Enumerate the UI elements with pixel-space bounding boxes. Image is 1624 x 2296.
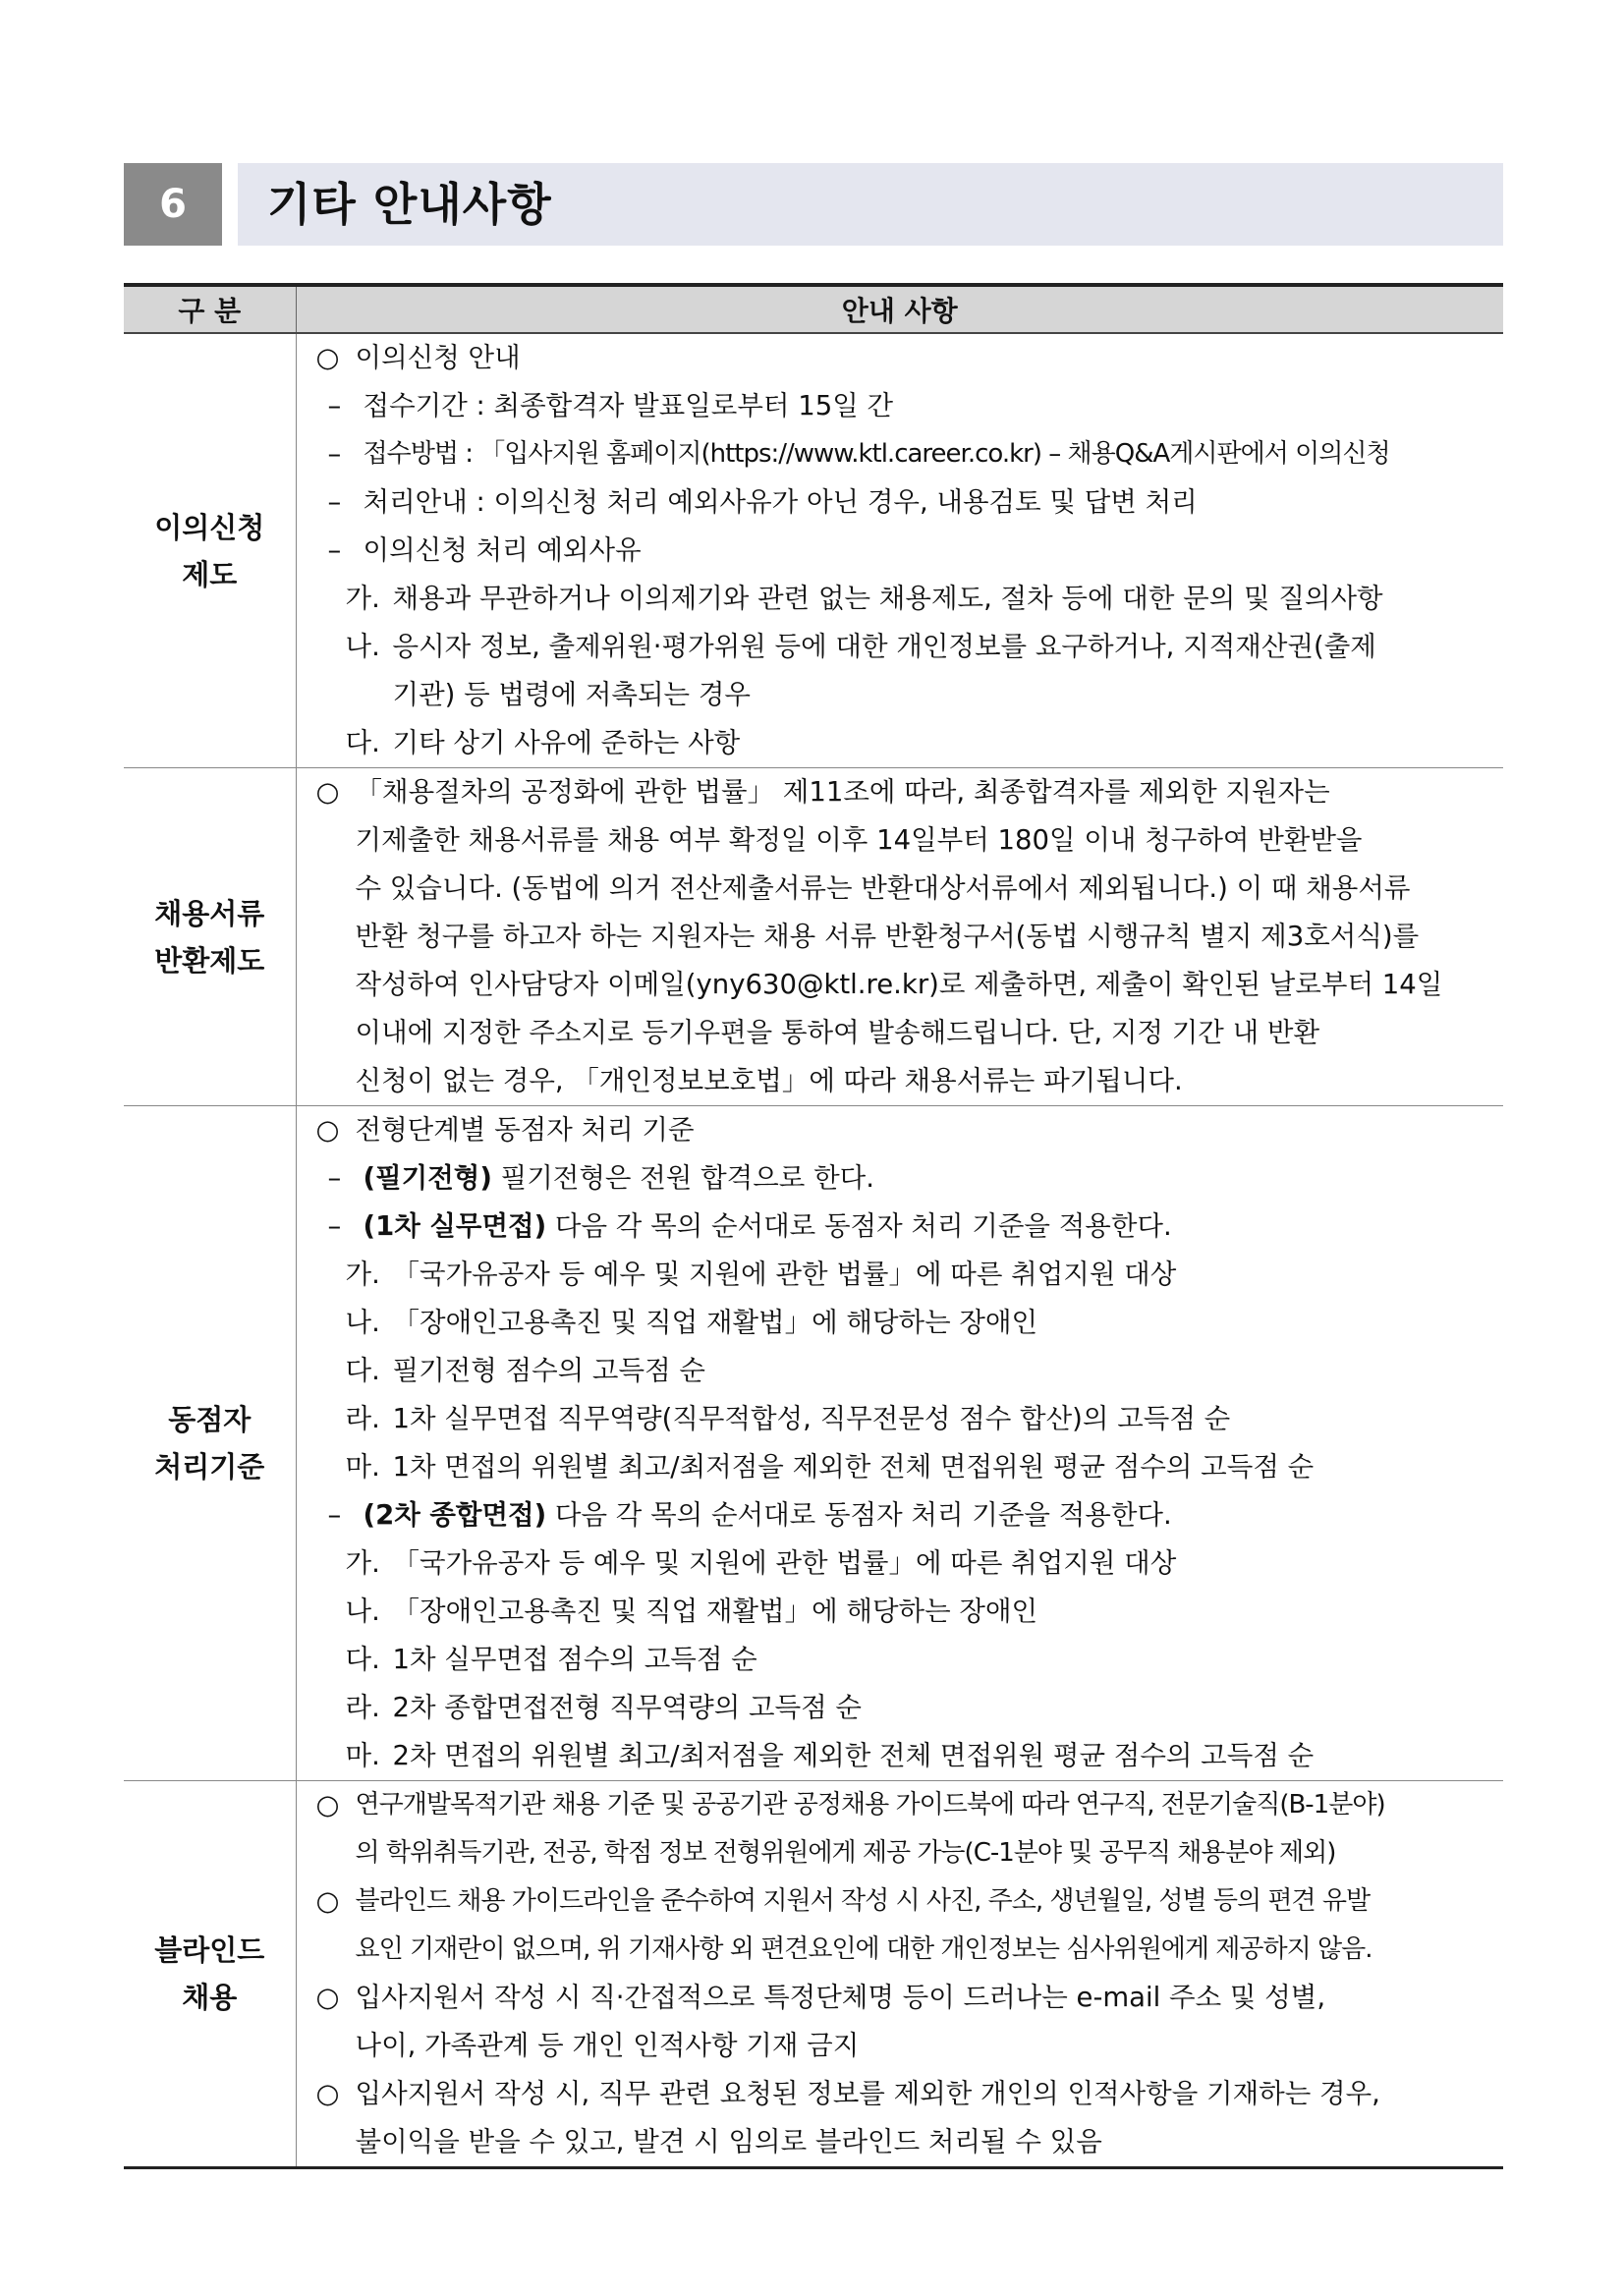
list-item: 나. 「장애인고용촉진 및 직업 재활법」에 해당하는 장애인 bbox=[345, 1307, 1038, 1338]
list-item: – (2차 종합면접) 다음 각 목의 순서대로 동점자 처리 기준을 적용한다. bbox=[327, 1499, 1172, 1531]
list-item: 라. 1차 실무면접 직무역량(직무적합성, 직무전문성 점수 합산)의 고득점 순 bbox=[345, 1403, 1231, 1434]
list-item: 나이, 가족관계 등 개인 인적사항 기재 금지 bbox=[355, 2030, 860, 2061]
list-item: ○ 입사지원서 작성 시, 직무 관련 요청된 정보를 제외한 개인의 인적사항을 기재하는 경우, bbox=[315, 2078, 1380, 2109]
list-item: – 접수방법 : 「입사지원 홈페이지(https://www.ktl.career.co.kr) – 채용Q&A게시판에서 이의신청 bbox=[327, 438, 1390, 470]
section-header bbox=[124, 163, 1503, 246]
row-category: 채용서류 반환제도 bbox=[124, 768, 296, 1106]
list-item: 이내에 지정한 주소지로 등기우편을 통하여 발송해드립니다. 단, 지정 기간 내 반환 bbox=[355, 1017, 1320, 1048]
list-item: 수 있습니다. (동법에 의거 전산제출서류는 반환대상서류에서 제외됩니다.) 이 때 채용서류 bbox=[355, 872, 1411, 904]
list-item: ○ 이의신청 안내 bbox=[315, 342, 521, 373]
list-item: 신청이 없는 경우, 「개인정보보호법」에 따라 채용서류는 파기됩니다. bbox=[355, 1065, 1183, 1096]
list-item: ○ 연구개발목적기관 채용 기준 및 공공기관 공정채용 가이드북에 따라 연구직, 전문기술직(B-1분야) bbox=[315, 1789, 1385, 1820]
list-item: 의 학위취득기관, 전공, 학점 정보 전형위원에게 제공 가능(C-1분야 및 공무직 채용분야 제외) bbox=[355, 1838, 1336, 1868]
list-item: 가. 채용과 무관하거나 이의제기와 관련 없는 채용제도, 절차 등에 대한 문의 및 질의사항 bbox=[345, 583, 1383, 614]
header-content: 안내 사항 bbox=[296, 285, 1503, 333]
table-row bbox=[124, 768, 1503, 1106]
list-item: ○ 입사지원서 작성 시 직·간접적으로 특정단체명 등이 드러나는 e-mail 주소 및 성별, bbox=[315, 1982, 1326, 2013]
list-item: 다. 1차 실무면접 점수의 고득점 순 bbox=[345, 1644, 757, 1675]
row-content bbox=[296, 333, 1503, 768]
list-item: 가. 「국가유공자 등 예우 및 지원에 관한 법률」에 따른 취업지원 대상 bbox=[345, 1547, 1177, 1579]
row-content bbox=[296, 1106, 1503, 1781]
table-row bbox=[124, 1781, 1503, 2168]
list-item: 다. 기타 상기 사유에 준하는 사항 bbox=[345, 727, 741, 758]
list-item: 나. 응시자 정보, 출제위원·평가위원 등에 대한 개인정보를 요구하거나, 지적재산권(출제 bbox=[345, 631, 1376, 662]
section-number: 6 bbox=[124, 163, 222, 246]
section-title-bar bbox=[238, 163, 1503, 246]
table-header-row bbox=[124, 285, 1503, 333]
list-item: – 처리안내 : 이의신청 처리 예외사유가 아닌 경우, 내용검토 및 답변 처리 bbox=[327, 486, 1198, 518]
list-item: 기관) 등 법령에 저촉되는 경우 bbox=[392, 679, 751, 710]
row-content bbox=[296, 768, 1503, 1106]
list-item: – (1차 실무면접) 다음 각 목의 순서대로 동점자 처리 기준을 적용한다. bbox=[327, 1210, 1172, 1242]
list-item: ○ 전형단계별 동점자 처리 기준 bbox=[315, 1114, 695, 1146]
list-item: 반환 청구를 하고자 하는 지원자는 채용 서류 반환청구서(동법 시행규칙 별지 제3호서식)를 bbox=[355, 921, 1420, 952]
list-item: 요인 기재란이 없으며, 위 기재사항 외 편견요인에 대한 개인정보는 심사위원에게 제공하지 않음. bbox=[355, 1934, 1372, 1964]
list-item: – 이의신청 처리 예외사유 bbox=[327, 534, 642, 566]
table-row bbox=[124, 1106, 1503, 1781]
list-item: 작성하여 인사담당자 이메일(yny630@ktl.re.kr)로 제출하면, 제출이 확인된 날로부터 14일 bbox=[355, 969, 1443, 1000]
row-category: 동점자 처리기준 bbox=[124, 1106, 296, 1781]
list-item: – (필기전형) 필기전형은 전원 합격으로 한다. bbox=[327, 1162, 874, 1194]
section-title: 기타 안내사항 bbox=[267, 178, 552, 231]
list-item: – 접수기간 : 최종합격자 발표일로부터 15일 간 bbox=[327, 390, 894, 421]
list-item: 나. 「장애인고용촉진 및 직업 재활법」에 해당하는 장애인 bbox=[345, 1596, 1038, 1627]
list-item: 마. 2차 면접의 위원별 최고/최저점을 제외한 전체 면접위원 평균 점수의 고득점 순 bbox=[345, 1740, 1315, 1771]
row-category: 블라인드 채용 bbox=[124, 1781, 296, 2168]
list-item: 불이익을 받을 수 있고, 발견 시 임의로 블라인드 처리될 수 있음 bbox=[355, 2126, 1102, 2157]
table-row bbox=[124, 333, 1503, 768]
list-item: ○ 「채용절차의 공정화에 관한 법률」 제11조에 따라, 최종합격자를 제외한 지원자는 bbox=[315, 776, 1330, 808]
list-item: 마. 1차 면접의 위원별 최고/최저점을 제외한 전체 면접위원 평균 점수의 고득점 순 bbox=[345, 1451, 1315, 1483]
info-table bbox=[124, 283, 1503, 2169]
list-item: 다. 필기전형 점수의 고득점 순 bbox=[345, 1355, 705, 1386]
list-item: ○ 블라인드 채용 가이드라인을 준수하여 지원서 작성 시 사진, 주소, 생년월일, 성별 등의 편견 유발 bbox=[315, 1885, 1371, 1917]
row-content bbox=[296, 1781, 1503, 2168]
list-item: 가. 「국가유공자 등 예우 및 지원에 관한 법률」에 따른 취업지원 대상 bbox=[345, 1259, 1177, 1290]
header-category: 구 분 bbox=[124, 285, 296, 333]
list-item: 기제출한 채용서류를 채용 여부 확정일 이후 14일부터 180일 이내 청구하여 반환받을 bbox=[355, 824, 1363, 856]
list-item: 라. 2차 종합면접전형 직무역량의 고득점 순 bbox=[345, 1692, 863, 1723]
row-category: 이의신청 제도 bbox=[124, 333, 296, 768]
